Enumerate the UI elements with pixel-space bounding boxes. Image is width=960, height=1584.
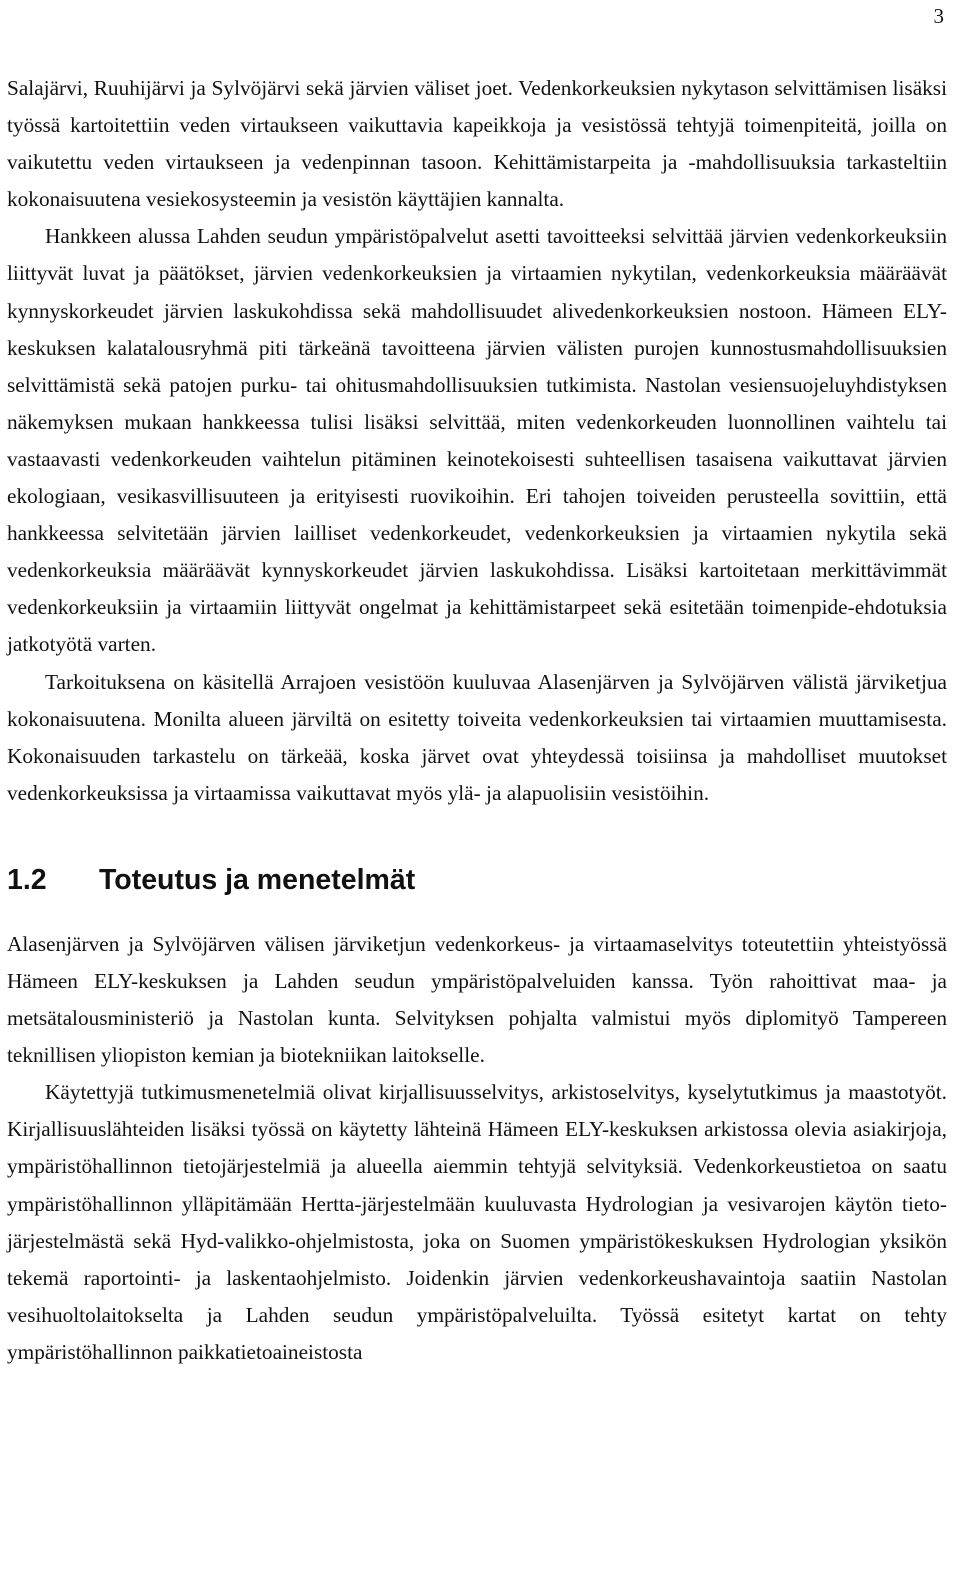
- section-heading: [7, 860, 947, 900]
- paragraph-intro-2: Hankkeen alussa Lahden seudun ympäristöpalvelut asetti tavoitteeksi selvittää järvien vedenkorkeuksiin liittyvät luvat ja päätökset, järvien vedenkorkeuksien ja virtaamien nykytilan, vedenkorkeuksia määräävät kynnyskorkeudet järvien laskukohdissa sekä mahdollisuudet alivedenkorkeuksien nostoon. Hämeen ELY-keskuksen kalatalousryhmä piti tärkeänä tavoitteena järvien välisten purojen kunnostusmahdollisuuksien selvittämistä sekä patojen purku- tai ohitusmahdollisuuksien tutkimista. Nastolan vesiensuojeluyhdistyksen näkemyksen mukaan hankkeessa tulisi lisäksi selvittää, miten vedenkorkeuden luonnollinen vaihtelu tai vastaavasti vedenkorkeuden vaihtelun pitäminen keinotekoisesti suhteellisen tasaisena vaikuttavat järvien ekologiaan, vesikasvillisuuteen ja erityisesti ruovikoihin. Eri tahojen toiveiden perusteella sovittiin, että hankkeessa selvitetään järvien lailliset vedenkorkeudet, vedenkorkeuksien ja virtaamien nykytila sekä vedenkorkeuksia määräävät kynnyskorkeudet järvien laskukohdissa. Lisäksi kartoitetaan merkittävimmät vedenkorkeuksiin ja virtaamiin liittyvät ongelmat ja kehittämistarpeet sekä esitetään toimenpide-ehdotuksia jatkotyötä varten.: [7, 224, 947, 657]
- section-number: 1.2: [7, 863, 47, 896]
- paragraph-section-2: Käytettyjä tutkimusmenetelmiä olivat kirjallisuusselvitys, arkistoselvitys, kyselytutkimus ja maastotyöt. Kirjallisuuslähteiden lisäksi työssä on käytetty lähteinä Hämeen ELY-keskuksen arkistossa olevia asiakirjoja, ympäristöhallinnon tietojärjestelmiä ja alueella aiemmin tehtyjä selvityksiä. Vedenkorkeustietoa on saatu ympäristöhallinnon ylläpitämään Hertta-järjestelmään kuuluvasta Hydrologian ja vesivarojen käytön tietojärjestelmästä sekä Hyd-valikko-ohjelmistosta, joka on Suomen ympäristökeskuksen Hydrologian yksikön tekemä raportointi- ja laskentaohjelmisto. Joidenkin järvien vedenkorkeushavaintoja saatiin Nastolan vesihuoltolaitokselta ja Lahden seudun ympäristöpalveluilta. Työssä esitetyt kartat on tehty ympäristöhallinnon paikkatietoaineistosta: [7, 1080, 947, 1364]
- paragraph-intro-1: Salajärvi, Ruuhijärvi ja Sylvöjärvi sekä järvien väliset joet. Vedenkorkeuksien nykytason selvittämisen lisäksi työssä kartoitettiin veden virtaukseen vaikuttavia kapeikkoja ja vesistössä tehtyjä toimenpiteitä, joilla on vaikutettu veden virtaukseen ja vedenpinnan tasoon. Kehittämistarpeita ja -mahdollisuuksia tarkasteltiin kokonaisuutena vesiekosysteemin ja vesistön käyttäjien kannalta.: [7, 76, 947, 212]
- paragraph-intro-3: Tarkoituksena on käsitellä Arrajoen vesistöön kuuluvaa Alasenjärven ja Sylvöjärven välistä järviketjua kokonaisuutena. Monilta alueen järviltä on esitetty toiveita vedenkorkeuksien tai virtaamien muuttamisesta. Kokonaisuuden tarkastelu on tärkeää, koska järvet ovat yhteydessä toisiinsa ja mahdolliset muutokset vedenkorkeuksissa ja virtaamissa vaikuttavat myös ylä- ja alapuolisiin vesistöihin.: [7, 669, 947, 805]
- document-body: [7, 70, 947, 1371]
- section-title: Toteutus ja menetelmät: [99, 863, 416, 896]
- page-number: 3: [933, 4, 944, 28]
- paragraph-section-1: Alasenjärven ja Sylvöjärven välisen järviketjun vedenkorkeus- ja virtaamaselvitys toteutettiin yhteistyössä Hämeen ELY-keskuksen ja Lahden seudun ympäristöpalveluiden kanssa. Työn rahoittivat maa- ja metsätalousministeriö ja Nastolan kunta. Selvityksen pohjalta valmistui myös diplomityö Tampereen teknillisen yliopiston kemian ja biotekniikan laitokselle.: [7, 931, 947, 1068]
